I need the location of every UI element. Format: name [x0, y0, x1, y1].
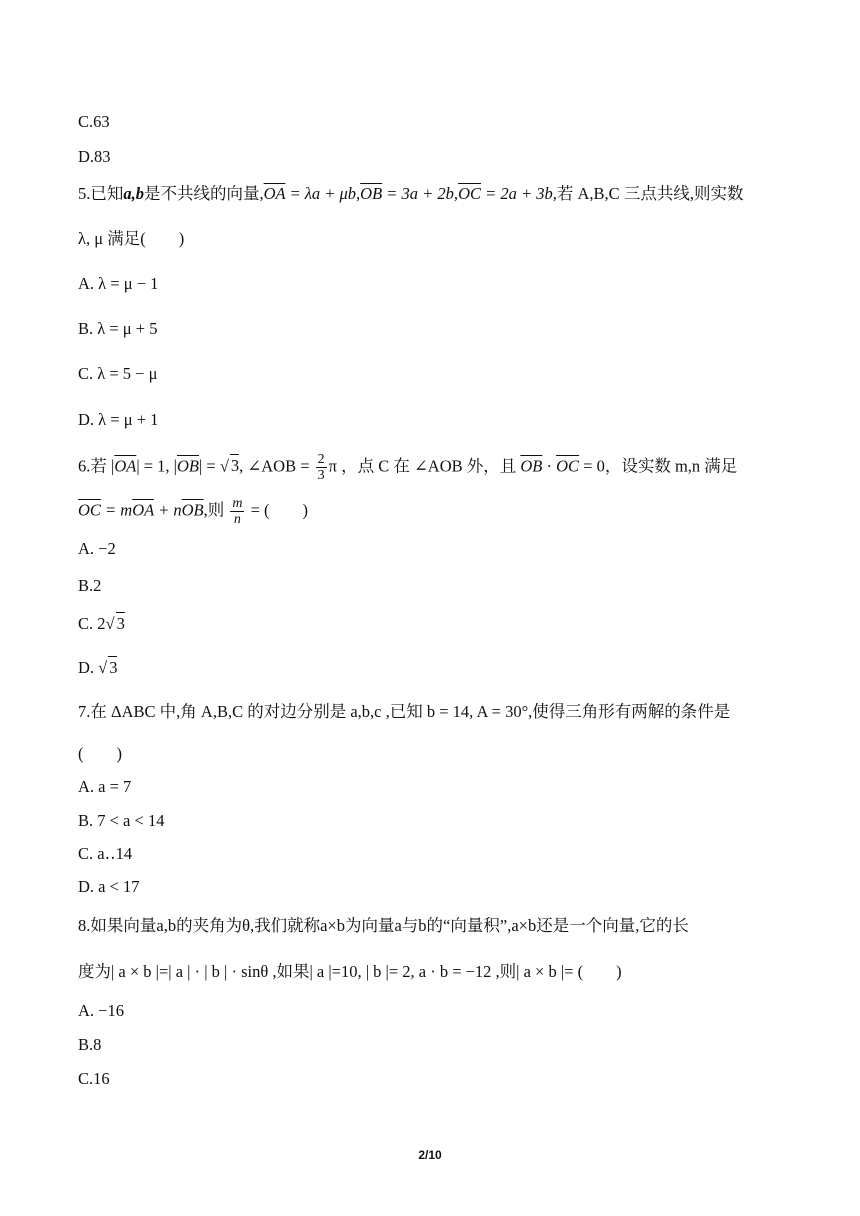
- vector-ob: $\overline{OB}$: [360, 184, 383, 203]
- option-5a: A. λ = μ − 1: [78, 274, 159, 293]
- option-5d: D. λ = μ + 1: [78, 410, 159, 429]
- question-6-eq-3: ,则: [203, 500, 229, 520]
- vector-oc: $\overline{OC}$: [556, 456, 580, 476]
- option-8a: A. −16: [78, 1001, 124, 1020]
- option-6b: B.2: [78, 576, 102, 595]
- vector-oa: $\overline{OA}$: [132, 500, 154, 520]
- question-5-text-2: 是不共线的向量,: [144, 184, 264, 203]
- oa-expression: = λa + μb,: [285, 184, 361, 203]
- question-5-number: 5.: [78, 184, 91, 203]
- question-6-text-5: π ，点 C 在 ∠AOB 外，且: [328, 456, 521, 476]
- option-7c: C. a‥14: [78, 844, 133, 863]
- fraction-numerator: m: [232, 496, 243, 511]
- question-6-text-7: = 0，设实数 m,n 满足: [579, 456, 738, 476]
- question-8-line-2: 度为| a × b |=| a | · | b | · sinθ ,如果| a |=10, | b |= 2, a · b = −12 ,则| a × b |= ( ): [78, 962, 622, 981]
- vector-oc: $\overline{OC}$: [458, 184, 481, 203]
- question-6-text-1: 若 |: [90, 456, 115, 476]
- question-7-line-2: ( ): [78, 744, 122, 763]
- question-6-eq-1: = m: [100, 500, 133, 520]
- question-6-text-2: | = 1, |: [136, 456, 177, 476]
- vector-ob: $\overline{OB}$: [176, 456, 199, 476]
- question-7-line-1: 7.在 ΔABC 中,角 A,B,C 的对边分别是 a,b,c ,已知 b = 14, A = 30°,使得三角形有两解的条件是: [78, 702, 731, 721]
- vector-ob: $\overline{OB}$: [520, 456, 543, 476]
- fraction-denominator: n: [233, 512, 241, 527]
- question-8-line-1: 8.如果向量a,b的夹角为θ,我们就称a×b为向量a与b的“向量积”,a×b还是一个向量,它的长: [78, 916, 689, 935]
- vector-pair-ab: a,b: [123, 184, 144, 203]
- question-5-text-1: 已知: [90, 184, 124, 203]
- option-7d: D. a < 17: [78, 877, 140, 896]
- fraction-m-over-n: [230, 496, 244, 527]
- option-5b: B. λ = μ + 5: [78, 319, 158, 338]
- question-5-text-3: 若 A,B,C 三点共线,则实数: [556, 184, 744, 203]
- question-6-line-1: 6.若 $|\overline{OA}| = 1$, $|\overline{OB}|$ = √ 3, ∠AOB = $\frac{2}{3}$ π ，点 C 在 ∠AOB 外，且 $\overline{OB} \cdot \overline{OC} = 0$，设实数 m,n 满足: [78, 452, 738, 483]
- question-6-number: 6.: [78, 456, 91, 476]
- fraction-denominator: 3: [317, 468, 325, 483]
- option-5c: C. λ = 5 − μ: [78, 364, 158, 383]
- question-6-eq-2: + n: [153, 500, 182, 520]
- ob-expression: = 3a + 2b,: [382, 184, 459, 203]
- option-7b: B. 7 < a < 14: [78, 811, 165, 830]
- fraction-two-thirds: [316, 452, 327, 483]
- question-6-eq-4: = ( ): [246, 500, 308, 520]
- vector-oa: $\overline{OA}$: [263, 184, 286, 203]
- option-8c: C.16: [78, 1069, 110, 1088]
- sqrt-3: 3: [230, 456, 240, 476]
- option-4d: D.83: [78, 147, 111, 166]
- option-6d-label: D.: [78, 658, 99, 677]
- oc-expression: = 2a + 3b,: [480, 184, 557, 203]
- option-6c: C. 2√ 3: [78, 614, 125, 633]
- option-6d: D. √ 3: [78, 658, 118, 677]
- question-6-text-3: | =: [198, 456, 220, 476]
- option-6c-label: C. 2: [78, 614, 106, 633]
- vector-ob: $\overline{OB}$: [181, 500, 204, 520]
- option-8b: B.8: [78, 1035, 102, 1054]
- question-5-line-2: λ, μ 满足( ): [78, 229, 185, 248]
- option-6a: A. −2: [78, 539, 116, 558]
- vector-oa: $\overline{OA}$: [114, 456, 137, 476]
- question-6-text-4: , ∠AOB =: [239, 456, 314, 476]
- option-7a: A. a = 7: [78, 777, 132, 796]
- sqrt-3: 3: [116, 614, 125, 633]
- fraction-numerator: 2: [317, 452, 325, 467]
- question-6-line-2: [78, 496, 308, 527]
- sqrt-3: 3: [109, 658, 118, 677]
- option-4c: C.63: [78, 112, 110, 131]
- question-6-text-6: ·: [542, 456, 557, 476]
- vector-oc: $\overline{OC}$: [78, 500, 101, 520]
- question-5-line-1: [78, 183, 743, 205]
- page-number: 2/10: [418, 1148, 442, 1162]
